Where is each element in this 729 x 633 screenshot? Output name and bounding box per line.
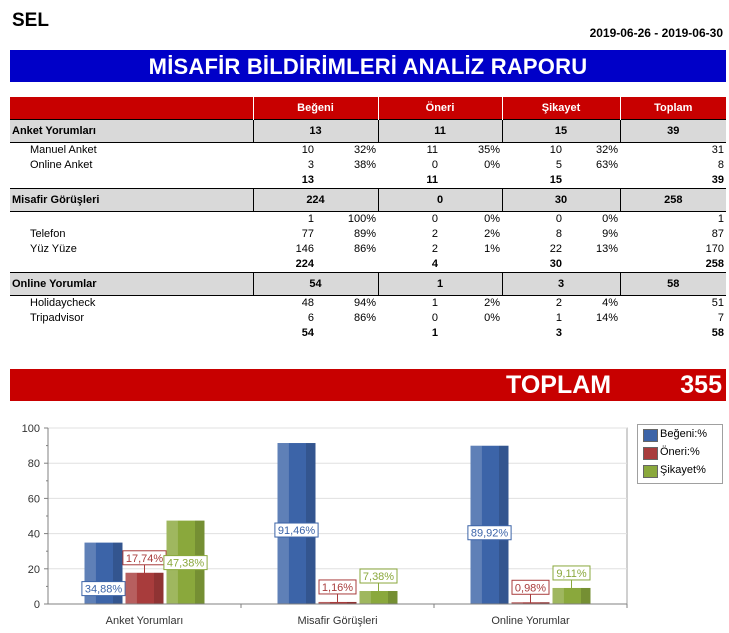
footer-spacer [316,173,378,189]
report-title: MİSAFİR BİLDİRİMLERİ ANALİZ RAPORU [10,50,726,82]
section-footer-total: 39 [711,174,725,186]
row-percent: 35% [477,144,501,156]
y-tick-label: 0 [33,599,40,611]
section-footer-total: 1 [431,327,438,339]
bar-shade [154,573,164,604]
data-label: 34,88% [84,583,123,596]
row-count: 1 [307,213,314,225]
legend-label: Öneri:% [660,446,700,458]
section-footer-total: 3 [555,327,563,339]
row-count: 6 [307,312,314,324]
row-label: Tripadvisor [30,312,84,324]
data-label: 0,98% [514,582,547,595]
grand-total-value: 355 [680,371,722,399]
section-footer-total: 11 [426,174,438,186]
row-count: 8 [717,159,725,171]
data-label: 1,16% [321,581,354,594]
footer-spacer [316,326,378,341]
bar-shade [581,588,591,604]
row-count: 170 [705,243,725,255]
section-header-row [10,189,726,212]
bar-highlight [553,588,564,604]
section-footer-row [10,257,726,273]
row-percent: 0% [602,213,619,225]
chart-legend [637,424,723,484]
row-count: 2 [431,243,438,255]
data-label: 47,38% [166,557,205,570]
legend-item [638,425,722,443]
bar-shade [499,446,509,604]
row-count: 48 [301,297,314,309]
table-row [10,158,726,173]
footer-blank [10,326,253,341]
table-row [10,212,726,228]
section-name: Misafir Görüşleri [10,189,253,212]
row-count: 146 [295,243,314,255]
row-percent: 4% [602,297,619,309]
row-count: 2 [431,228,438,240]
data-label: 7,38% [362,571,395,584]
section-header-row [10,120,726,143]
table-row [10,227,726,242]
row-label: Yüz Yüze [30,243,77,255]
row-count: 10 [549,144,563,156]
grand-total-label: TOPLAM [506,371,612,399]
table-header-row [10,97,726,120]
footer-blank [10,173,253,189]
row-percent: 14% [595,312,619,324]
section-total: 15 [502,120,620,143]
row-percent: 32% [595,144,619,156]
data-label: 9,11% [556,567,587,580]
row-count: 51 [711,297,725,309]
section-footer-row [10,326,726,341]
percentage-bar-chart [0,412,729,633]
y-tick-label: 40 [27,528,40,541]
section-total: 39 [620,120,726,143]
footer-spacer [440,173,502,189]
row-percent: 2% [484,228,501,240]
section-total: 224 [253,189,378,212]
row-count: 1 [431,297,438,309]
legend-swatch [643,447,658,460]
y-tick-label: 60 [27,493,40,506]
y-tick-label: 100 [21,423,40,435]
row-percent: 100% [347,213,376,225]
section-total: 3 [502,273,620,296]
footer-spacer [440,257,502,273]
section-footer-total: 4 [431,258,438,270]
column-header: Öneri [378,97,502,120]
bar-highlight [471,446,482,604]
legend-item [638,443,722,461]
section-footer-total: 15 [549,174,563,186]
row-count: 1 [555,312,563,324]
row-label: Holidaycheck [30,297,96,309]
data-label: 89,92% [470,527,509,540]
footer-spacer [440,326,502,341]
bar-highlight [360,591,371,604]
section-total: 54 [253,273,378,296]
row-count: 5 [555,159,563,171]
legend-item [638,461,722,479]
row-count: 0 [431,312,438,324]
row-percent: 9% [602,228,619,240]
section-total: 1 [378,273,502,296]
row-count: 1 [717,213,725,225]
x-tick-label: Online Yorumlar [491,615,570,627]
legend-label: Şikayet% [660,464,706,476]
section-footer-total: 30 [549,258,563,270]
legend-label: Beğeni:% [660,428,708,440]
row-label [10,212,253,228]
section-footer-total: 54 [301,327,314,339]
section-footer-total: 58 [711,327,725,339]
row-count: 8 [555,228,563,240]
row-percent: 63% [595,159,619,171]
section-total: 13 [253,120,378,143]
row-count: 10 [301,144,314,156]
row-percent: 0% [484,312,501,324]
bar-highlight [126,573,137,604]
row-count: 0 [431,159,438,171]
row-count: 22 [549,243,563,255]
section-total: 11 [378,120,502,143]
row-percent: 86% [353,312,376,324]
x-tick-label: Anket Yorumları [105,615,184,627]
section-total: 258 [620,189,726,212]
row-label: Online Anket [30,159,93,171]
footer-blank [10,257,253,273]
bar-shade [388,591,398,604]
row-percent: 89% [353,228,376,240]
row-percent: 32% [353,144,376,156]
section-name: Online Yorumlar [10,273,253,296]
section-total: 0 [378,189,502,212]
row-count: 7 [717,312,725,324]
table-row [10,242,726,257]
data-label: 17,74% [125,552,164,565]
section-footer-total: 13 [301,174,314,186]
x-tick-label: Misafir Görüşleri [297,615,378,627]
row-count: 11 [426,144,438,156]
row-count: 0 [555,213,563,225]
section-name: Anket Yorumları [10,120,253,143]
row-count: 31 [711,144,725,156]
row-percent: 0% [484,159,501,171]
row-percent: 38% [353,159,376,171]
column-header: Beğeni [253,97,378,120]
footer-spacer [564,257,620,273]
row-label: Manuel Anket [30,144,97,156]
row-percent: 0% [484,213,501,225]
row-count: 2 [555,297,563,309]
row-count: 87 [711,228,725,240]
row-count: 3 [307,159,314,171]
table-row [10,296,726,312]
y-tick-label: 80 [27,458,40,471]
row-percent: 1% [484,243,501,255]
section-footer-total: 258 [705,258,725,270]
column-header: Toplam [620,97,726,120]
section-total: 30 [502,189,620,212]
section-header-row [10,273,726,296]
row-count: 0 [431,213,438,225]
footer-spacer [564,173,620,189]
footer-spacer [564,326,620,341]
table-row [10,143,726,159]
data-label: 91,46% [277,525,316,538]
section-footer-row [10,173,726,189]
report-table [10,97,726,341]
legend-swatch [643,465,658,478]
date-range: 2019-06-26 - 2019-06-30 [589,26,723,40]
section-footer-total: 224 [295,258,314,270]
row-percent: 86% [353,243,376,255]
hotel-name: SEL [12,10,49,31]
footer-spacer [316,257,378,273]
section-total: 58 [620,273,726,296]
row-count: 77 [301,228,314,240]
y-tick-label: 20 [27,563,40,576]
row-percent: 2% [484,297,501,309]
legend-swatch [643,429,658,442]
grand-total-bar [10,369,726,401]
row-percent: 94% [353,297,376,309]
header-blank [10,97,253,120]
table-row [10,311,726,326]
column-header: Şikayet [502,97,620,120]
row-percent: 13% [595,243,619,255]
row-label: Telefon [30,228,66,240]
